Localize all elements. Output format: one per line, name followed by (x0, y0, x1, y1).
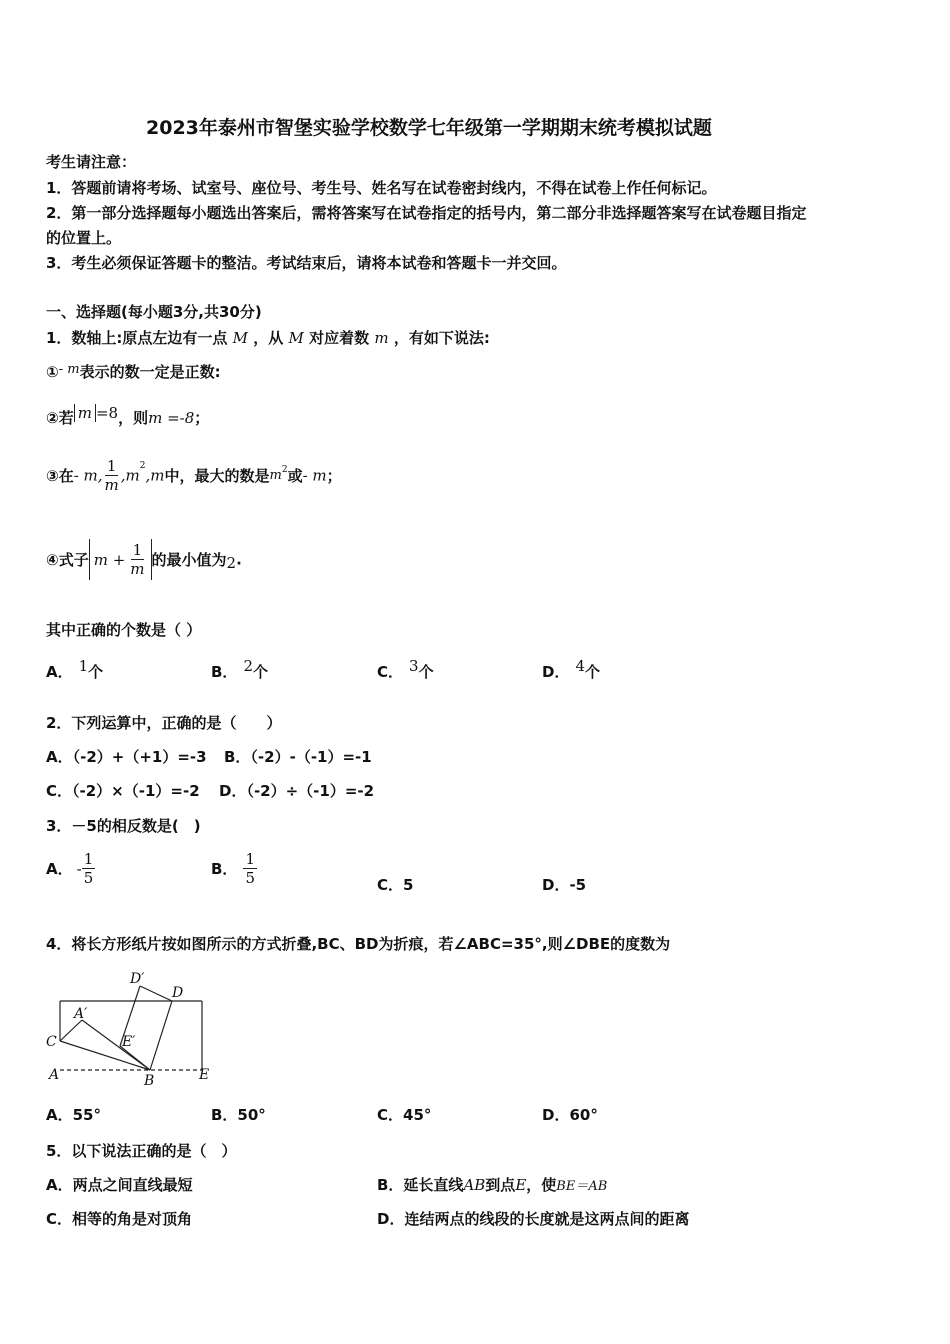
label-B: B (144, 1073, 155, 1089)
label-A: A (49, 1067, 60, 1083)
q3-option-a: A． - $\frac{1}{5}$ (46, 850, 94, 887)
notice-item-2: 2．第一部分选择题每小题选出答案后，需将答案写在试卷指定的括号内，第二部分非选择题答案写在试卷题目指定 (46, 204, 807, 222)
q4-stem: 4．将长方形纸片按如图所示的方式折叠,BC、BD为折痕，若∠ABC=35°,则∠DBE的度数为 (46, 935, 671, 953)
q2-option-d: D．（-2）÷（-1）=-2 (219, 782, 375, 800)
q5-option-d: D．连结两点的线段的长度就是这两点间的距离 (377, 1210, 690, 1228)
q2-option-b: B．（-2）-（-1）=-1 (224, 748, 372, 766)
q3-option-b: B． $\frac{1}{5}$ (211, 850, 255, 887)
q1-option-b: B． 2个 (211, 657, 268, 681)
q1-s4-abs: m + $\frac{1}{m}$ (89, 539, 152, 580)
q1-stem: 1．数轴上:原点左边有一点 M ，从 M 对应着数 m ，有如下说法: (46, 329, 490, 347)
label-D: D (172, 985, 184, 1001)
q1-option-c: C． 3个 (377, 657, 434, 681)
q4-option-b: B．50° (211, 1106, 266, 1124)
page-title: 2023年泰州市智堡实验学校数学七年级第一学期期末统考模拟试题 (146, 117, 712, 139)
label-A-prime: A′ (74, 1006, 88, 1022)
q5-option-c: C．相等的角是对顶角 (46, 1210, 193, 1228)
q5-stem: 5．以下说法正确的是（ ） (46, 1142, 237, 1160)
q1-s3-fraction: $\frac{1}{m}$ (104, 457, 119, 494)
notice-heading: 考生请注意： (46, 153, 137, 171)
q4-fold-figure (40, 964, 220, 1092)
label-D-prime: D′ (130, 971, 145, 987)
q3-option-d: D．-5 (542, 876, 587, 894)
label-C: C (46, 1034, 57, 1050)
label-E: E (199, 1067, 210, 1083)
q1-statement-2: ②若 m =8，则m =-8； (46, 404, 210, 427)
notice-item-1: 1．答题前请将考场、试室号、座位号、考生号、姓名写在试卷密封线内，不得在试卷上作任何标记。 (46, 179, 717, 197)
q4-option-c: C．45° (377, 1106, 432, 1124)
q3-option-c: C．5 (377, 876, 414, 894)
q1-statement-3: ③在- m, $\frac{1}{m}$ $,m^2,m$中，最大的数是$m^2$或- m； (46, 457, 342, 494)
q1-statement-1: ①- m表示的数一定是正数: (46, 362, 221, 381)
q1-statement-4: ④式子 m + $\frac{1}{m}$ 的最小值为2. (46, 541, 242, 578)
q5-option-b: B．延长直线AB到点E，使BE＝AB (377, 1176, 608, 1194)
label-E-prime: E′ (122, 1034, 136, 1050)
q2-option-c: C．（-2）×（-1）=-2 (46, 782, 200, 800)
q2-stem: 2．下列运算中，正确的是（ ） (46, 714, 282, 732)
q3-stem: 3．－5的相反数是( ) (46, 817, 201, 835)
q4-option-a: A．55° (46, 1106, 101, 1124)
notice-item-3: 3．考生必须保证答题卡的整洁。考试结束后，请将本试卷和答题卡一并交回。 (46, 254, 567, 272)
q2-option-a: A．（-2）+（+1）=-3 (46, 748, 207, 766)
section-heading: 一、选择题(每小题3分,共30分) (46, 303, 262, 321)
q1-option-d: D． 4个 (542, 657, 601, 681)
q1-option-a: A． 1个 (46, 657, 104, 681)
q4-option-d: D．60° (542, 1106, 598, 1124)
q1-question: 其中正确的个数是（ ） (46, 621, 202, 639)
q5-option-a: A．两点之间直线最短 (46, 1176, 193, 1194)
notice-item-2-cont: 的位置上。 (46, 229, 122, 247)
